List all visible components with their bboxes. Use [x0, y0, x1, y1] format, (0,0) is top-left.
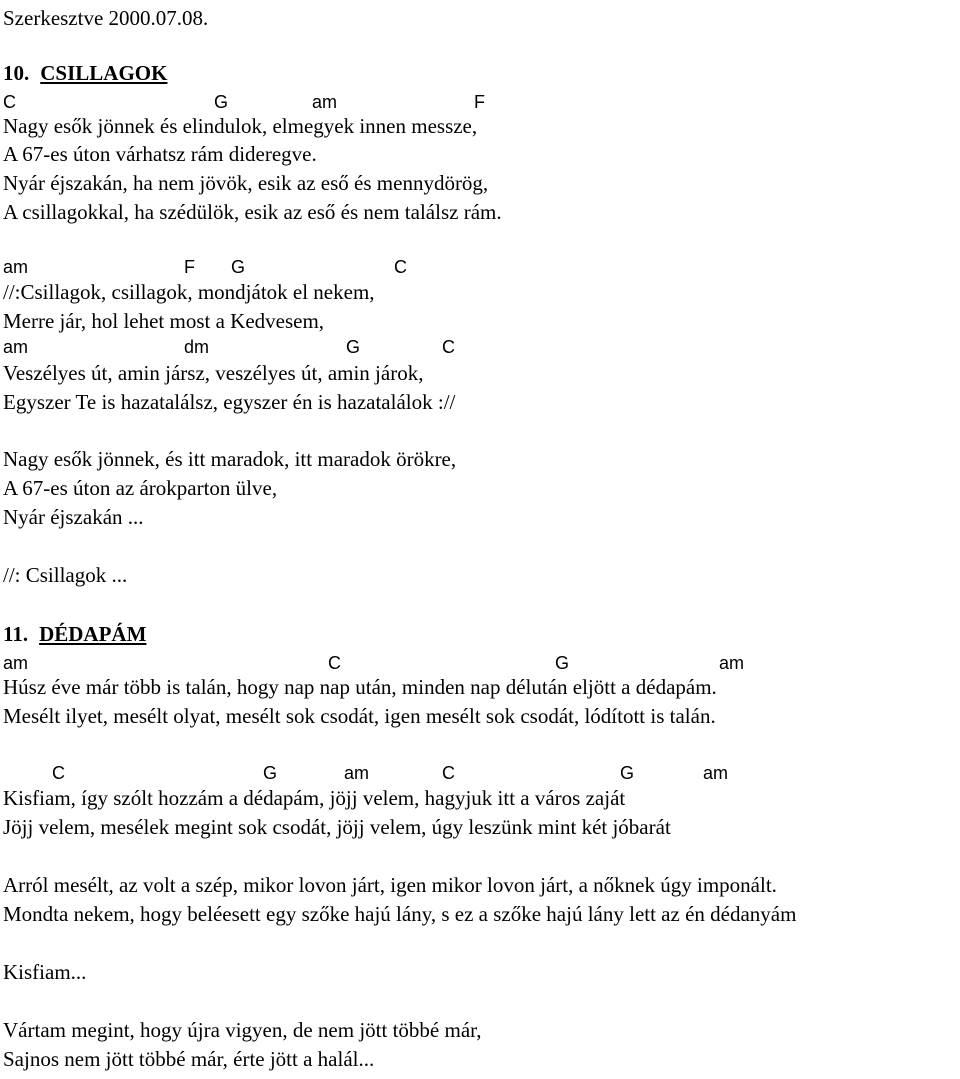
- chord: am: [312, 92, 338, 112]
- lyric-line: Kisfiam...: [3, 960, 87, 984]
- lyric-line: Mesélt ilyet, mesélt olyat, mesélt sok csodát, igen mesélt sok csodát, lódított is talán.: [3, 704, 716, 728]
- song-heading-csillagok: [3, 61, 167, 85]
- song-title: DÉDAPÁM: [39, 622, 147, 646]
- chord: C: [328, 653, 341, 673]
- chord: am: [703, 763, 729, 783]
- lyric-line: Nagy esők jönnek és elindulok, elmegyek innen messze,: [3, 114, 478, 138]
- chord: C: [52, 763, 65, 783]
- lyric-line: A 67-es úton várhatsz rám dideregve.: [3, 142, 317, 166]
- song-number: 11.: [3, 622, 29, 646]
- chord: G: [620, 763, 635, 783]
- lyric-line: A csillagokkal, ha szédülök, esik az eső és nem találsz rám.: [3, 200, 502, 224]
- chord: C: [442, 763, 455, 783]
- lyric-line: Veszélyes út, amin jársz, veszélyes út, amin járok,: [3, 361, 424, 385]
- lyric-line: Arról mesélt, az volt a szép, mikor lovon járt, igen mikor lovon járt, a nőknek úgy imponált.: [3, 873, 777, 897]
- lyric-line: Jöjj velem, mesélek megint sok csodát, jöjj velem, úgy leszünk mint két jóbarát: [3, 815, 671, 839]
- lyric-line: Sajnos nem jött többé már, érte jött a halál...: [3, 1047, 375, 1071]
- lyric-line: A 67-es úton az árokparton ülve,: [3, 476, 278, 500]
- chord: G: [214, 92, 229, 112]
- chord: F: [184, 257, 195, 277]
- lyric-line: Nagy esők jönnek, és itt maradok, itt maradok örökre,: [3, 447, 457, 471]
- lyric-line: Mondta nekem, hogy beléesett egy szőke hajú lány, s ez a szőke hajú lány lett az én dédanyám: [3, 902, 797, 926]
- song-heading-dedapam: [3, 622, 146, 646]
- song-number: 10.: [3, 61, 30, 85]
- lyric-line: Nyár éjszakán, ha nem jövök, esik az eső és mennydörög,: [3, 171, 489, 195]
- chord: G: [231, 257, 246, 277]
- chord: dm: [184, 337, 210, 357]
- chord: am: [719, 653, 745, 673]
- lyric-line: Kisfiam, így szólt hozzám a dédapám, jöjj velem, hagyjuk itt a város zaját: [3, 786, 626, 810]
- chord: C: [394, 257, 407, 277]
- lyric-line: Egyszer Te is hazatalálsz, egyszer én is hazatalálok ://: [3, 390, 456, 414]
- chord: F: [474, 92, 485, 112]
- chord: C: [442, 337, 455, 357]
- lyric-line: Merre jár, hol lehet most a Kedvesem,: [3, 309, 325, 333]
- lyric-line-chorus-ref: //: Csillagok ...: [3, 563, 128, 587]
- chord: am: [3, 337, 29, 357]
- lyric-line: Nyár éjszakán ...: [3, 505, 144, 529]
- chord: am: [344, 763, 370, 783]
- chord: am: [3, 257, 29, 277]
- chord: G: [555, 653, 570, 673]
- lyric-line-chorus: //:Csillagok, csillagok, mondjátok el nekem,: [3, 280, 375, 304]
- chord: G: [346, 337, 361, 357]
- chord: G: [263, 763, 278, 783]
- chord: C: [3, 92, 16, 112]
- song-title: CSILLAGOK: [40, 61, 168, 85]
- chord: am: [3, 653, 29, 673]
- edited-date: Szerkesztve 2000.07.08.: [3, 6, 209, 30]
- lyric-line: Húsz éve már több is talán, hogy nap nap után, minden nap délután eljött a dédapám.: [3, 675, 717, 699]
- lyric-line: Vártam megint, hogy újra vigyen, de nem jött többé már,: [3, 1018, 482, 1042]
